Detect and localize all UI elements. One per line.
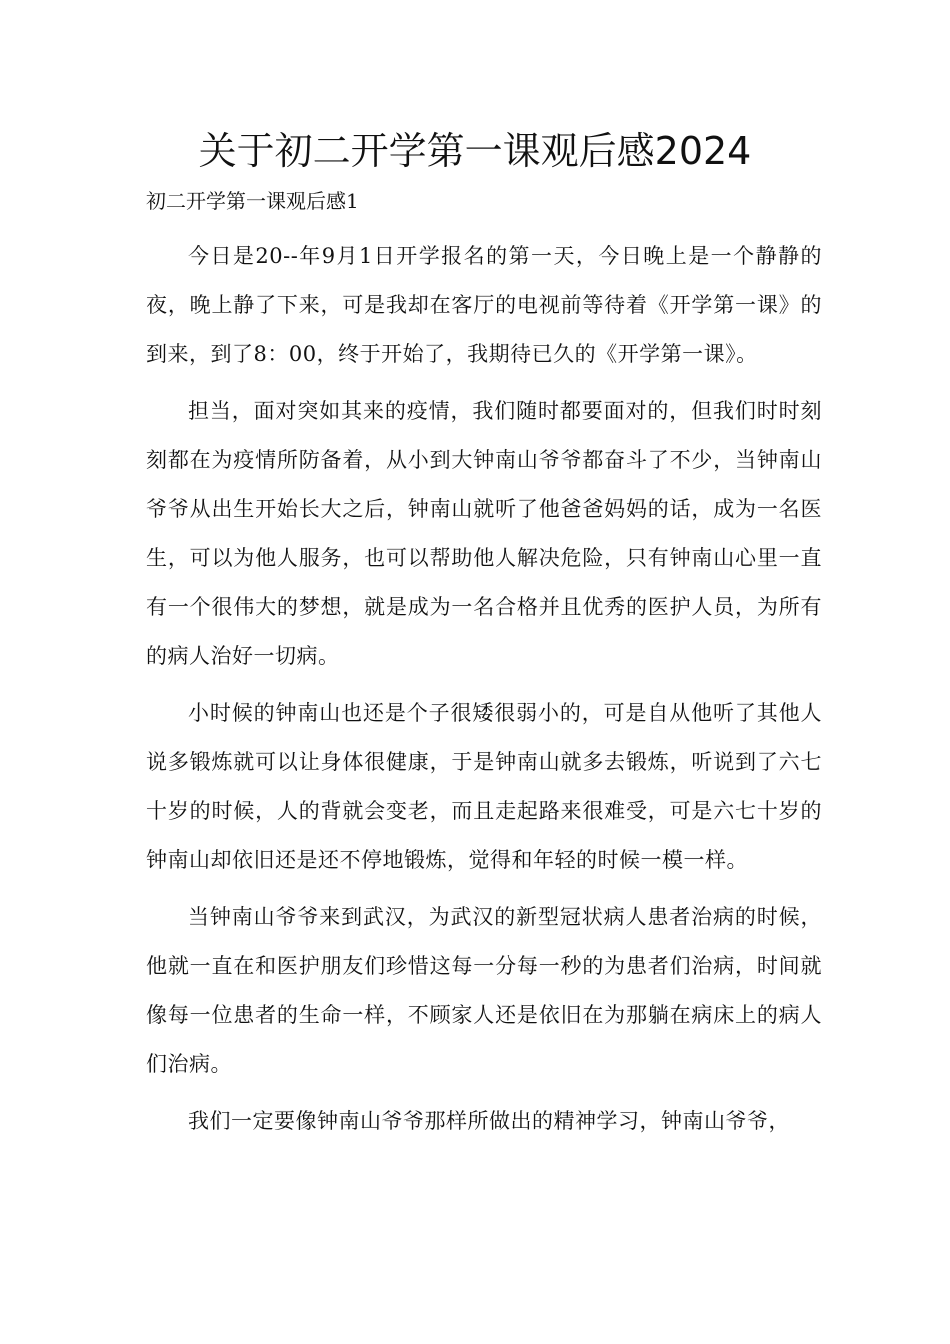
paragraph: 小时候的钟南山也还是个子很矮很弱小的，可是自从他听了其他人说多锻炼就可以让身体很健康，于是钟南山就多去锻炼，听说到了六七十岁的时候，人的背就会变老，而且走起路来很难受，可是六七十岁的钟南山却依旧还是还不停地锻炼，觉得和年轻的时候一模一样。 [146, 701, 822, 872]
document-title: 关于初二开学第一课观后感2024 [198, 129, 752, 173]
document-body [146, 232, 822, 1154]
paragraph: 当钟南山爷爷来到武汉，为武汉的新型冠状病人患者治病的时候，他就一直在和医护朋友们珍惜这每一分每一秒的为患者们治病，时间就像每一位患者的生命一样，不顾家人还是依旧在为那躺在病床上的病人们治病。 [146, 905, 822, 1076]
paragraph: 我们一定要像钟南山爷爷那样所做出的精神学习，钟南山爷爷， [188, 1109, 790, 1133]
paragraph: 今日是20--年9月1日开学报名的第一天，今日晚上是一个静静的夜，晚上静了下来，可是我却在客厅的电视前等待着《开学第一课》的到来，到了8：00，终于开始了，我期待已久的《开学第一课》。 [146, 244, 822, 366]
paragraph: 担当，面对突如其来的疫情，我们随时都要面对的，但我们时时刻刻都在为疫情所防备着，从小到大钟南山爷爷都奋斗了不少，当钟南山爷爷从出生开始长大之后，钟南山就听了他爸爸妈妈的话，成为一名医生，可以为他人服务，也可以帮助他人解决危险，只有钟南山心里一直有一个很伟大的梦想，就是成为一名合格并且优秀的医护人员，为所有的病人治好一切病。 [146, 399, 822, 668]
document-subtitle: 初二开学第一课观后感1 [146, 189, 359, 213]
